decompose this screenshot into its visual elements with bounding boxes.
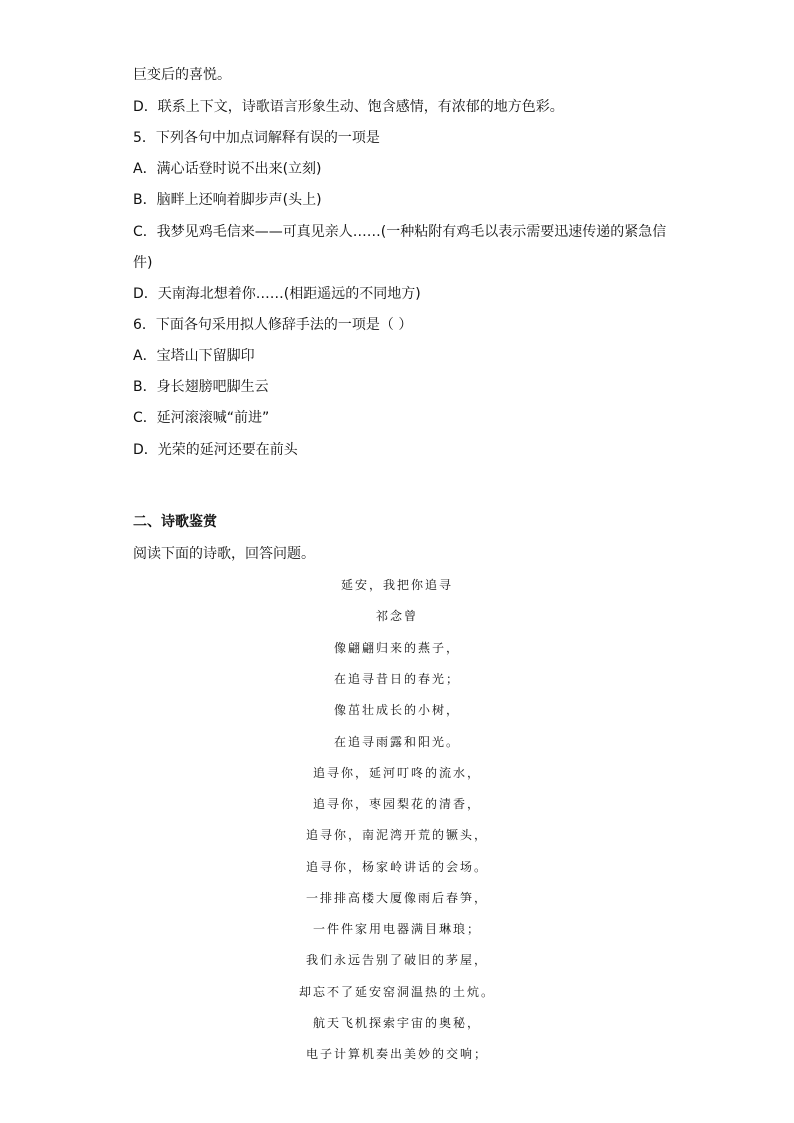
poem-title: 延安，我把你追寻	[340, 578, 453, 592]
poem-line: 我们永远告别了破旧的茅屋，	[305, 953, 488, 967]
poem-line: 像茁壮成长的小树，	[333, 703, 460, 717]
poem-author: 祁念曾	[375, 609, 418, 623]
q5-option-c-wrap: 件)	[133, 255, 153, 271]
poem-line: 一排排高楼大厦像雨后春笋，	[305, 891, 488, 905]
poem-line: 在追寻雨露和阳光。	[333, 735, 460, 749]
poem-line: 在追寻昔日的春光；	[333, 672, 460, 686]
q5-option-a: A．满心话登时说不出来(立刻)	[133, 161, 322, 177]
q6-option-c: C．延河滚滚喊“前进”	[133, 410, 270, 426]
q5-stem: 5．下列各句中加点词解释有误的一项是	[133, 130, 380, 146]
poem-line: 追寻你，南泥湾开荒的镢头，	[305, 828, 488, 842]
poem-line: 追寻你，枣园梨花的清香，	[312, 797, 481, 811]
poem-line: 追寻你，延河叮咚的流水，	[312, 766, 481, 780]
q5-option-c: C．我梦见鸡毛信来——可真见亲人……(一种粘附有鸡毛以表示需要迅速传递的紧急信	[133, 224, 667, 240]
q6-stem: 6．下面各句采用拟人修辞手法的一项是（ ）	[133, 317, 413, 333]
q5-option-b: B．脑畔上还响着脚步声(头上)	[133, 192, 322, 208]
q5-option-d: D．天南海北想着你……(相距遥远的不同地方)	[133, 286, 421, 302]
section-heading: 二、诗歌鉴赏	[133, 514, 217, 530]
poem-line: 电子计算机奏出美妙的交响；	[305, 1047, 488, 1061]
section-instruction: 阅读下面的诗歌，回答问题。	[133, 546, 315, 562]
q6-option-a: A．宝塔山下留脚印	[133, 348, 255, 364]
q6-option-d: D．光荣的延河还要在前头	[133, 442, 298, 458]
poem-line: 追寻你，杨家岭讲话的会场。	[305, 860, 488, 874]
q6-option-b: B．身长翅膀吧脚生云	[133, 379, 269, 395]
poem-line: 一件件家用电器满目琳琅；	[312, 922, 481, 936]
poem-line: 像翩翩归来的燕子，	[333, 641, 460, 655]
q4-option-c-continuation: 巨变后的喜悦。	[133, 67, 231, 83]
poem-line: 航天飞机探索宇宙的奥秘，	[312, 1016, 481, 1030]
q4-option-d: D．联系上下文，诗歌语言形象生动、饱含感情，有浓郁的地方色彩。	[133, 99, 564, 115]
poem-line: 却忘不了延安窑洞温热的土炕。	[298, 985, 495, 999]
